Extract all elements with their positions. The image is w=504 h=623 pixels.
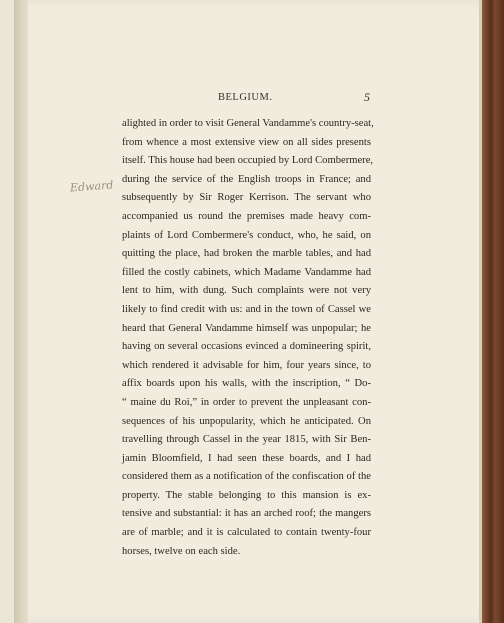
- text-line: from whence a most extensive view on all sides presents: [122, 136, 371, 148]
- text-line: travelling through Cassel in the year 1815, with Sir Ben-: [122, 434, 371, 446]
- text-line: tensive and substantial: it has an arched roof; the mangers: [122, 508, 371, 520]
- text-line: likely to find credit with us: and in the town of Cassel we: [122, 303, 371, 315]
- text-line: affix boards upon his walls, with the inscription, “ Do-: [122, 378, 371, 390]
- text-line: during the service of the English troops in France; and: [122, 173, 371, 185]
- text-line: property. The stable belonging to this mansion is ex-: [122, 489, 371, 501]
- book-page: [14, 0, 482, 623]
- text-line: considered them as a notification of the confiscation of the: [122, 471, 371, 483]
- text-line: are of marble; and it is calculated to contain twenty-four: [122, 527, 371, 539]
- text-line: sequences of his unpopularity, which he anticipated. On: [122, 415, 371, 427]
- text-line: which rendered it advisable for him, four years since, to: [122, 359, 371, 371]
- text-line: accompanied us round the premises made heavy com-: [122, 210, 371, 222]
- page-header: [122, 92, 370, 108]
- text-line: alighted in order to visit General Vandamme's country-seat,: [122, 118, 374, 129]
- text-line: filled the costly cabinets, which Madame Vandamme had: [122, 266, 371, 278]
- book-binding-edge: [482, 0, 504, 623]
- text-line: quitting the place, had broken the marble tables, and had: [122, 248, 371, 260]
- text-line: subsequently by Sir Roger Kerrison. The servant who: [122, 192, 371, 204]
- text-line: lent to him, with dung. Such complaints were not very: [122, 285, 371, 297]
- text-line: “ maine du Roi,” in order to prevent the unpleasant con-: [122, 396, 371, 408]
- page-gutter: [14, 0, 28, 623]
- handwritten-margin-note: Edward: [69, 178, 114, 195]
- text-line: itself. This house had been occupied by Lord Combermere,: [122, 155, 374, 167]
- text-line: jamin Bloomfield, I had seen these boards, and I had: [122, 452, 371, 464]
- text-line: horses, twelve on each side.: [122, 545, 241, 557]
- text-line: having on several occasions evinced a domineering spirit,: [122, 341, 371, 353]
- text-line: heard that General Vandamme himself was unpopular; he: [122, 322, 371, 334]
- page-number: 5: [364, 90, 370, 104]
- body-paragraph: [122, 115, 374, 561]
- text-line: plaints of Lord Combermere's conduct, who, he said, on: [122, 229, 371, 241]
- running-title: BELGIUM.: [218, 92, 273, 103]
